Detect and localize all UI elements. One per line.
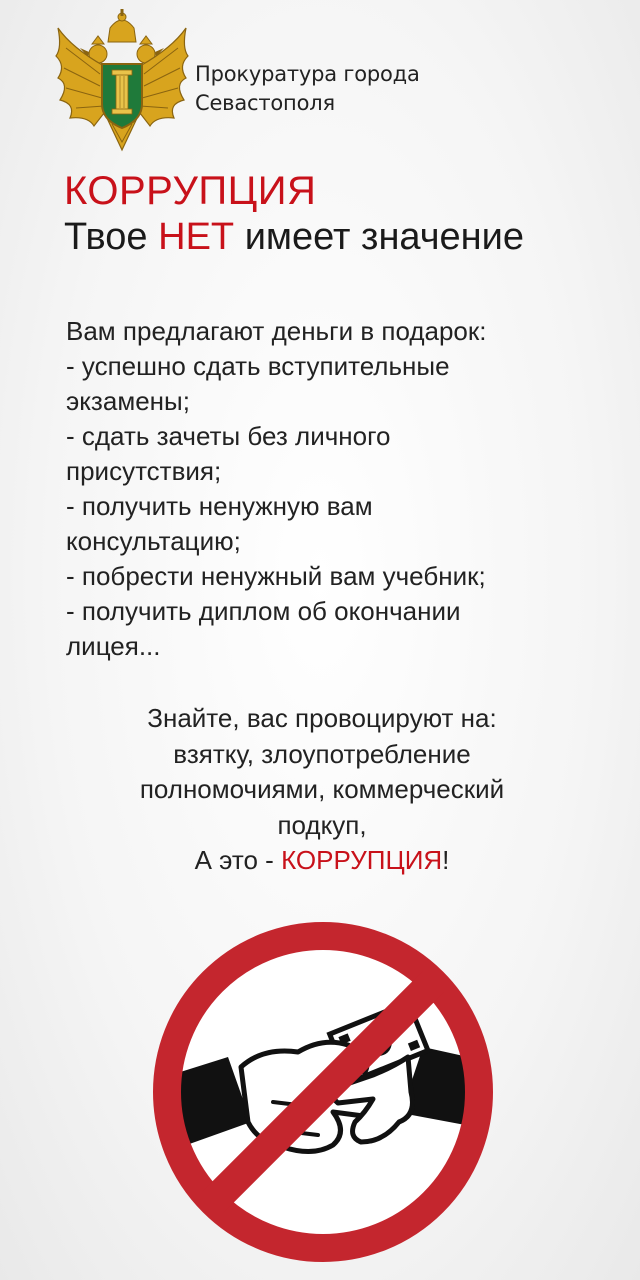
- offer-line: - сдать зачеты без личного: [66, 421, 391, 451]
- organization-name-line1: Прокуратура города: [195, 62, 420, 86]
- headline: [64, 168, 524, 260]
- header: [52, 8, 612, 158]
- subtitle-highlight: НЕТ: [158, 216, 235, 258]
- warning-line: взятку, злоупотребление: [173, 738, 471, 769]
- double-headed-eagle-emblem-icon: [52, 8, 192, 158]
- organization-name-line2: Севастополя: [195, 91, 335, 115]
- offer-line: - успешно сдать вступительные: [66, 351, 450, 381]
- warning-block: [70, 701, 574, 879]
- headline-title: КОРРУПЦИЯ: [64, 169, 317, 213]
- offer-line: - побрести ненужный вам учебник;: [66, 561, 486, 591]
- offer-line: - получить ненужную вам: [66, 491, 373, 521]
- subtitle-before: Твое: [64, 216, 159, 258]
- headline-subtitle: [64, 214, 524, 260]
- offer-line: - получить диплом об окончании: [66, 596, 461, 626]
- offer-line: Вам предлагают деньги в подарок:: [66, 316, 487, 346]
- warning-final-after: !: [442, 845, 450, 875]
- warning-line: полномочиями, коммерческий: [139, 774, 505, 804]
- offer-line: консультацию;: [66, 526, 241, 556]
- offer-line: присутствия;: [66, 456, 222, 486]
- prohibited-bribe-handshake-icon: [133, 917, 513, 1267]
- warning-final-before: А это -: [194, 845, 282, 875]
- warning-final-highlight: КОРРУПЦИЯ: [281, 845, 443, 875]
- offer-list: [66, 314, 586, 664]
- warning-line: подкуп,: [277, 809, 367, 840]
- offer-line: лицея...: [66, 631, 161, 661]
- warning-line: Знайте, вас провоцируют на:: [147, 703, 497, 733]
- organization-name: [195, 60, 420, 118]
- subtitle-after: имеет значение: [234, 216, 525, 258]
- offer-line: экзамены;: [66, 386, 190, 416]
- warning-final-line: [70, 843, 574, 879]
